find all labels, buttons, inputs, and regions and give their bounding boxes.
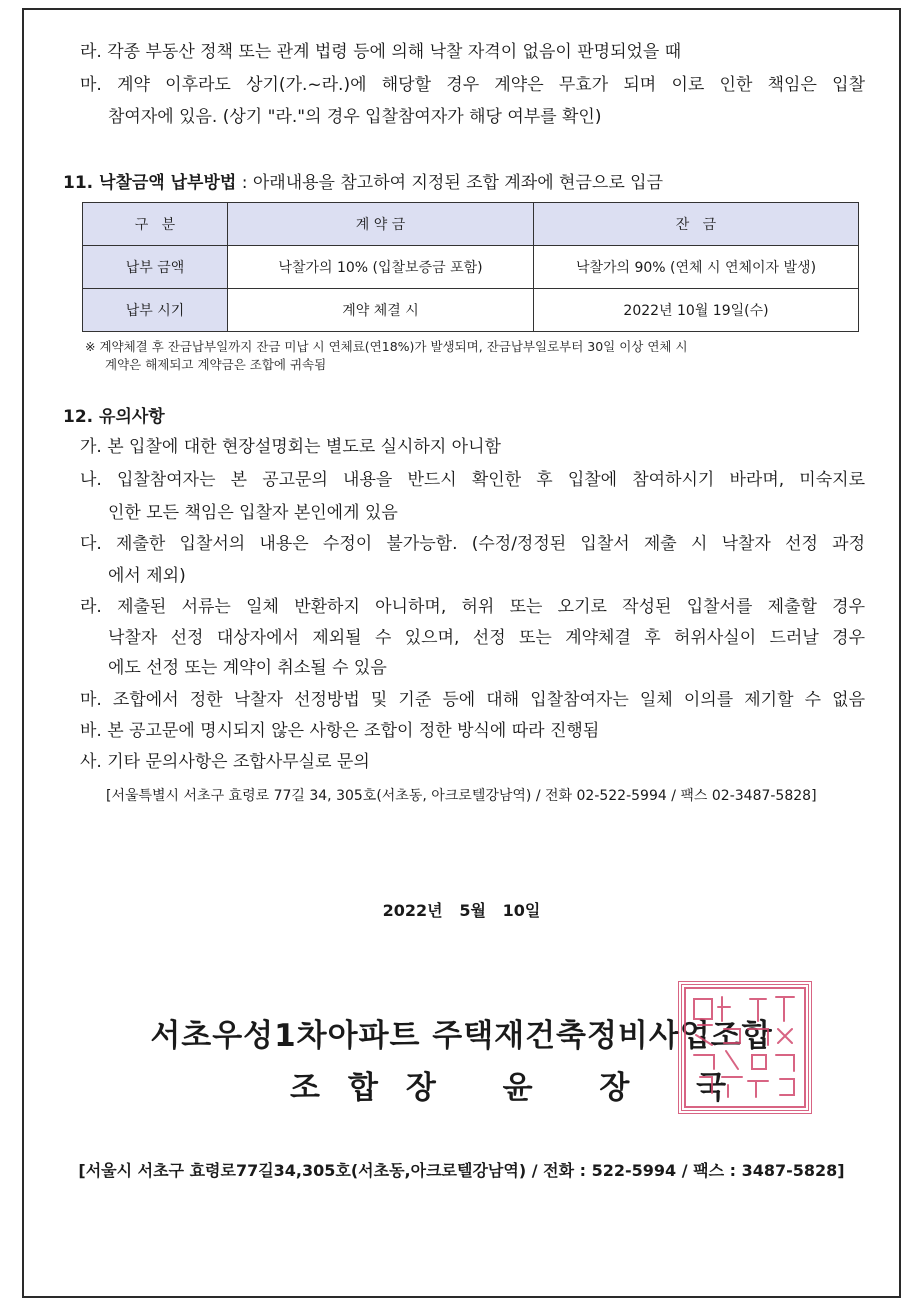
section-11-desc: : 아래내용을 참고하여 지정된 조합 계좌에 현금으로 입금 bbox=[236, 173, 663, 193]
notice-da-line2: 에서 제외) bbox=[108, 566, 186, 586]
notice-ma: 마. 조합에서 정한 낙찰자 선정방법 및 기준 등에 대해 입찰참여자는 일체 이의를 제기할 수 없음 bbox=[80, 690, 865, 710]
condition-ra: 라. 각종 부동산 정책 또는 관계 법령 등에 의해 낙찰 자격이 없음이 판명되었을 때 bbox=[80, 42, 682, 62]
footer-address: [서울시 서초구 효령로77길34,305호(서초동,아크로텔강남역) / 전화 : 522-5994 / 팩스 : 3487-5828] bbox=[78, 1161, 845, 1180]
condition-ma-line2: 참여자에 있음. (상기 "라."의 경우 입찰참여자가 해당 여부를 확인) bbox=[108, 107, 602, 127]
notice-na-line1: 나. 입찰참여자는 본 공고문의 내용을 반드시 확인한 후 입찰에 참여하시기 바라며, 미숙지로 bbox=[80, 470, 865, 490]
official-seal-stamp bbox=[678, 981, 812, 1114]
table-cell: 2022년 10월 19일(수) bbox=[534, 289, 859, 332]
table-header-deposit: 계 약 금 bbox=[228, 203, 534, 246]
table-note-line2: 계약은 해제되고 계약금은 조합에 귀속됨 bbox=[105, 357, 327, 372]
notice-sa: 사. 기타 문의사항은 조합사무실로 문의 bbox=[80, 752, 370, 772]
notice-ba: 바. 본 공고문에 명시되지 않은 사항은 조합이 정한 방식에 따라 진행됨 bbox=[80, 721, 600, 741]
section-11-heading bbox=[63, 172, 663, 194]
table-header-row bbox=[83, 203, 859, 246]
notice-ra-line1: 라. 제출된 서류는 일체 반환하지 아니하며, 허위 또는 오기로 작성된 입찰서를 제출할 경우 bbox=[80, 597, 865, 617]
table-header-balance: 잔 금 bbox=[534, 203, 859, 246]
org-name: 서초우성1차아파트 주택재건축정비사업조합 bbox=[150, 1018, 773, 1054]
table-row bbox=[83, 246, 859, 289]
notice-ra-line3: 에도 선정 또는 계약이 취소될 수 있음 bbox=[108, 658, 387, 678]
chairman-name: 조합장 윤 장 국 bbox=[290, 1070, 755, 1106]
notice-ga: 가. 본 입찰에 대한 현장설명회는 별도로 실시하지 아니함 bbox=[80, 437, 501, 457]
payment-table bbox=[82, 202, 859, 332]
notice-na-line2: 인한 모든 책임은 입찰자 본인에게 있음 bbox=[108, 503, 398, 523]
table-cell-label: 납부 시기 bbox=[83, 289, 228, 332]
table-cell: 계약 체결 시 bbox=[228, 289, 534, 332]
table-cell-label: 납부 금액 bbox=[83, 246, 228, 289]
section-12-title: 12. 유의사항 bbox=[63, 407, 165, 427]
table-cell: 낙찰가의 90% (연체 시 연체이자 발생) bbox=[534, 246, 859, 289]
notice-date: 2022년 5월 10일 bbox=[382, 901, 541, 920]
seal-icon bbox=[682, 985, 808, 1110]
notice-ra-line2: 낙찰자 선정 대상자에서 제외될 수 있으며, 선정 또는 계약체결 후 허위사실이 드러날 경우 bbox=[108, 628, 865, 648]
notice-da-line1: 다. 제출한 입찰서의 내용은 수정이 불가능함. (수정/정정된 입찰서 제출 시 낙찰자 선정 과정 bbox=[80, 534, 865, 554]
table-row bbox=[83, 289, 859, 332]
table-note-line1: ※ 계약체결 후 잔금납부일까지 잔금 미납 시 연체료(연18%)가 발생되며, 잔금납부일로부터 30일 이상 연체 시 bbox=[85, 339, 688, 354]
table-cell: 낙찰가의 10% (입찰보증금 포함) bbox=[228, 246, 534, 289]
condition-ma-line1: 마. 계약 이후라도 상기(가.~라.)에 해당할 경우 계약은 무효가 되며 이로 인한 책임은 입찰 bbox=[80, 75, 865, 95]
table-header-category: 구 분 bbox=[83, 203, 228, 246]
section-11-title: 11. 낙찰금액 납부방법 bbox=[63, 173, 237, 193]
contact-info: [서울특별시 서초구 효령로 77길 34, 305호(서초동, 아크로텔강남역) / 전화 02-522-5994 / 팩스 02-3487-5828] bbox=[106, 788, 817, 804]
